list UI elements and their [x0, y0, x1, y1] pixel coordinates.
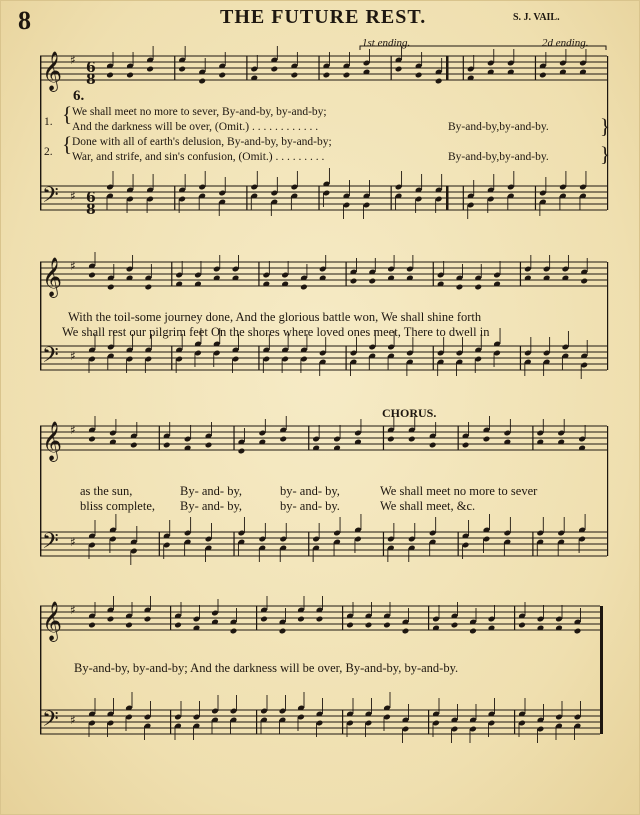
bar-line [458, 532, 459, 556]
note-head [297, 616, 305, 623]
sharp-icon: ♯ [70, 713, 76, 727]
note-head [365, 622, 373, 629]
note-head [146, 66, 154, 73]
chorus-lyric-2a: bliss complete, [80, 499, 155, 513]
lyric-line-2: And the darkness will be over, (Omit.) . . . . . . . . . . . . [72, 121, 319, 133]
bar-line [514, 606, 515, 630]
note-head [125, 622, 133, 629]
bar-line [514, 710, 515, 734]
sharp-icon: ♯ [70, 603, 76, 617]
page-number: 8 [18, 6, 31, 35]
chorus-lyric-1d: We shall meet no more to sever [380, 484, 538, 498]
chorus-lyric-2c: by- and- by. [280, 499, 340, 513]
note-head [395, 66, 403, 73]
bar-line [520, 262, 521, 286]
key-mark: 6. [73, 88, 85, 104]
lyric-line-4-refrain: By-and-by,by-and-by. [448, 151, 549, 163]
system2-lyric-1: With the toil-some journey done, And the glorious battle won, We shall shine forth [68, 310, 482, 324]
note-head [323, 72, 331, 79]
chorus-lyric-1b: By- and- by, [180, 484, 243, 498]
verse-brace-close-2: } [600, 142, 611, 166]
treble-clef-icon: 𝄞 [42, 601, 63, 641]
note-head [346, 622, 354, 629]
bar-line [433, 262, 434, 286]
bar-line [607, 262, 608, 370]
bar-line [174, 56, 175, 80]
note-head [518, 622, 526, 629]
bar-line [246, 186, 247, 210]
double-bar [446, 56, 449, 80]
note-head [368, 278, 376, 285]
note-head [343, 72, 351, 79]
bar-line [342, 606, 343, 630]
bar-line [308, 532, 309, 556]
bar-line [383, 532, 384, 556]
note-head [163, 442, 171, 449]
song-title: THE FUTURE REST. [220, 6, 427, 28]
note-head [383, 622, 391, 629]
bar-line [600, 606, 603, 734]
chorus-lyric-1a: as the sun, [80, 484, 133, 498]
note-head [130, 442, 138, 449]
bar-line [433, 346, 434, 370]
note-head [300, 284, 308, 291]
note-head [402, 628, 410, 635]
bar-line [391, 56, 392, 80]
note-head [178, 66, 186, 73]
note-head [144, 616, 152, 623]
note-head [145, 284, 153, 291]
sharp-icon: ♯ [70, 349, 76, 363]
bar-line [532, 426, 533, 450]
bar-line [256, 710, 257, 734]
note-head [469, 628, 477, 635]
note-head [316, 616, 324, 623]
note-head [88, 622, 96, 629]
bar-line [170, 606, 171, 630]
chorus-lyric-1c: by- and- by, [280, 484, 340, 498]
sharp-icon: ♯ [70, 189, 76, 203]
note-head [291, 72, 299, 79]
chorus-label: CHORUS. [382, 406, 437, 420]
double-bar [446, 186, 449, 210]
sharp-icon: ♯ [70, 535, 76, 549]
system2-lyric-2: We shall rest our pilgrim feet On the shores where loved ones meet, There to dwell in [62, 325, 490, 339]
lyric-line-3: Done with all of earth's delusion, By-and-by, by-and-by; [72, 136, 332, 148]
treble-clef-icon: 𝄞 [42, 51, 63, 91]
note-head [238, 448, 246, 455]
system4-lyric-1: By-and-by, by-and-by; And the darkness will be over, By-and-by, by-and-by. [74, 661, 459, 675]
bar-line [159, 426, 160, 450]
verse-brace-close-1: } [600, 114, 611, 138]
bar-line [159, 532, 160, 556]
bar-line [318, 56, 319, 80]
time-sig-bottom: 8 [86, 202, 96, 218]
time-sig-top: 6 [86, 60, 96, 76]
sharp-icon: ♯ [70, 423, 76, 437]
chorus-lyric-2d: We shall meet, &c. [380, 499, 476, 513]
note-head [88, 272, 96, 279]
verse-brace-2: { [62, 132, 73, 156]
note-head [126, 72, 134, 79]
note-head [107, 284, 115, 291]
note-head [435, 78, 443, 85]
bar-line [383, 426, 384, 450]
bar-line [318, 186, 319, 210]
note-head [106, 72, 114, 79]
bar-line [174, 186, 175, 210]
note-head [580, 278, 588, 285]
note-head [279, 628, 287, 635]
chorus-lyric-2b: By- and- by, [180, 499, 243, 513]
note-head [387, 436, 395, 443]
treble-clef-icon: 𝄞 [42, 257, 63, 297]
bass-clef-icon: 𝄢 [42, 529, 59, 559]
bar-line [346, 346, 347, 370]
bar-line [342, 710, 343, 734]
bar-line [246, 56, 247, 80]
verse-number-2: 2. [44, 146, 53, 158]
note-head [451, 622, 459, 629]
note-head [456, 284, 464, 291]
bass-clef-icon: 𝄢 [42, 343, 59, 373]
verse-number-1: 1. [44, 116, 53, 128]
sharp-icon: ♯ [70, 259, 76, 273]
bar-line [256, 606, 257, 630]
second-ending-label: 2d ending. [542, 37, 589, 49]
note-head [408, 436, 416, 443]
bar-line [535, 56, 536, 80]
lyric-line-2-refrain: By-and-by,by-and-by. [448, 121, 549, 133]
time-sig-top: 6 [86, 190, 96, 206]
bar-line [607, 426, 608, 556]
bar-line [463, 186, 464, 210]
bar-line [233, 426, 234, 450]
note-head [279, 436, 287, 443]
bass-clef-icon: 𝄢 [42, 183, 59, 213]
note-head [218, 72, 226, 79]
lyric-line-4: War, and strife, and sin's confusion, (Omit.) . . . . . . . . . [72, 151, 325, 163]
bar-line [520, 346, 521, 370]
note-head [107, 616, 115, 623]
note-head [350, 278, 358, 285]
note-head [230, 628, 238, 635]
note-head [429, 442, 437, 449]
bar-line [171, 346, 172, 370]
verse-brace-1: { [62, 102, 73, 126]
note-head [462, 442, 470, 449]
bar-line [233, 532, 234, 556]
bar-line [308, 426, 309, 450]
note-head [474, 284, 482, 291]
bar-line [428, 710, 429, 734]
note-head [88, 436, 96, 443]
bar-line [258, 346, 259, 370]
sharp-icon: ♯ [70, 53, 76, 67]
bar-line [170, 710, 171, 734]
bar-line [463, 56, 464, 80]
bar-line [391, 186, 392, 210]
composer-credit: S. J. VAIL. [513, 12, 560, 23]
bar-line [458, 426, 459, 450]
first-ending-label: 1st ending. [362, 37, 411, 49]
treble-clef-icon: 𝄞 [42, 421, 63, 461]
bar-line [258, 262, 259, 286]
note-head [205, 442, 213, 449]
bar-line [171, 262, 172, 286]
note-head [174, 622, 182, 629]
note-head [271, 66, 279, 73]
bar-line [346, 262, 347, 286]
bar-line [532, 532, 533, 556]
note-head [198, 78, 206, 85]
bass-clef-icon: 𝄢 [42, 707, 59, 737]
note-head [574, 628, 582, 635]
bar-line [428, 606, 429, 630]
note-head [260, 616, 268, 623]
note-head [483, 436, 491, 443]
note-head [539, 72, 547, 79]
bar-line [535, 186, 536, 210]
time-sig-bottom: 8 [86, 72, 96, 88]
note-head [415, 72, 423, 79]
lyric-line-1: We shall meet no more to sever, By-and-by, by-and-by; [72, 106, 327, 118]
